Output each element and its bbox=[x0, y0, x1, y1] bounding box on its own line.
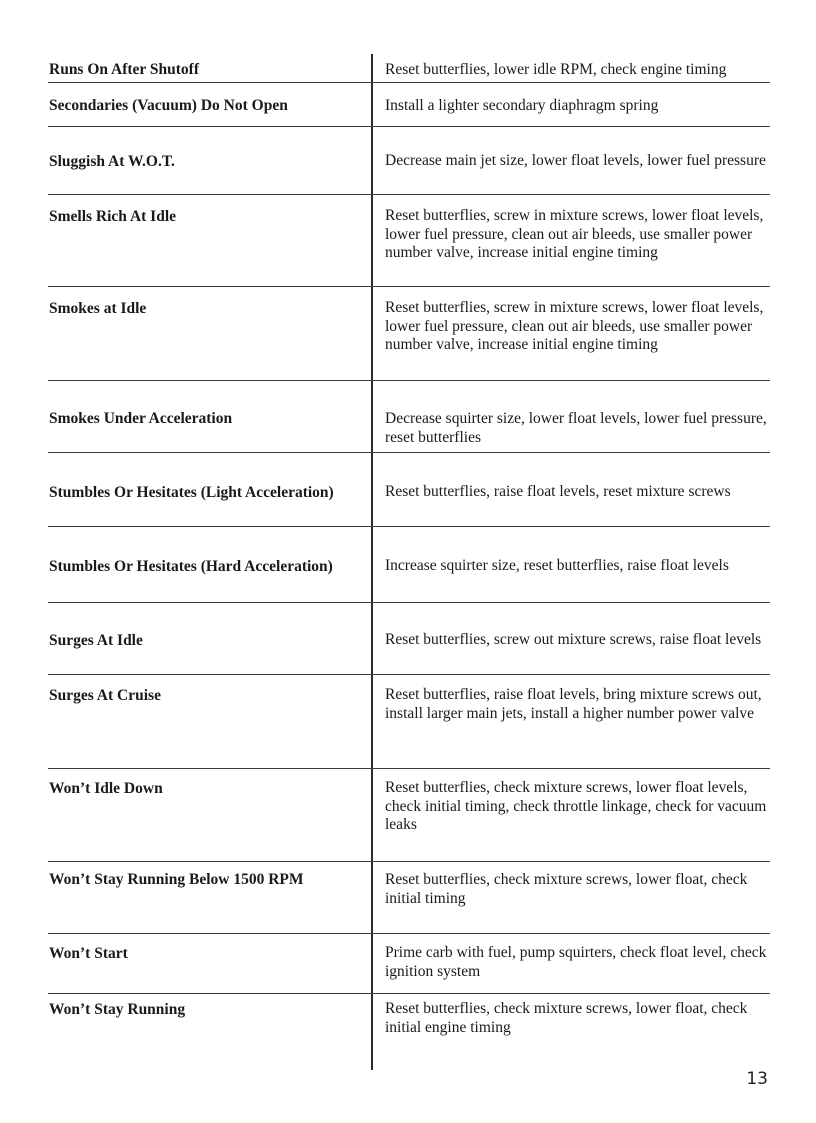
table-row bbox=[48, 674, 770, 769]
symptom-label: Sluggish At W.O.T. bbox=[49, 153, 175, 170]
symptom-label: Surges At Cruise bbox=[49, 687, 161, 704]
symptom-label: Smokes Under Acceleration bbox=[49, 410, 233, 427]
page-number: 13 bbox=[746, 1069, 768, 1089]
table-row bbox=[48, 194, 770, 287]
remedy-text: Prime carb with fuel, pump squirters, check float level, check ignition system bbox=[385, 944, 767, 980]
table-row bbox=[48, 286, 770, 381]
remedy-text: Reset butterflies, check mixture screws, lower float, check initial timing bbox=[385, 871, 748, 907]
symptom-label: Won’t Stay Running bbox=[49, 1001, 186, 1018]
remedy-text: Reset butterflies, screw out mixture screws, raise float levels bbox=[385, 631, 762, 648]
table-row bbox=[48, 993, 770, 1070]
table-row bbox=[48, 380, 770, 453]
remedy-text: Increase squirter size, reset butterflies, raise float levels bbox=[385, 557, 729, 574]
remedy-text: Decrease squirter size, lower float levels, lower fuel pressure, reset butterflies bbox=[385, 410, 767, 446]
remedy-text: Reset butterflies, lower idle RPM, check engine timing bbox=[385, 61, 727, 78]
remedy-text: Install a lighter secondary diaphragm spring bbox=[385, 97, 659, 114]
table-row bbox=[48, 82, 770, 127]
symptom-label: Stumbles Or Hesitates (Hard Acceleration) bbox=[49, 558, 333, 575]
table-row bbox=[48, 768, 770, 862]
remedy-text: Reset butterflies, screw in mixture screws, lower float levels, lower fuel pressure, clean out air bleeds, use smaller power number valve, increase initial engine timing bbox=[385, 207, 764, 261]
symptom-label: Won’t Start bbox=[49, 945, 128, 962]
table-row bbox=[48, 54, 770, 83]
symptom-label: Stumbles Or Hesitates (Light Acceleration) bbox=[49, 484, 334, 501]
remedy-text: Reset butterflies, check mixture screws, lower float, check initial engine timing bbox=[385, 1000, 748, 1036]
table-row bbox=[48, 602, 770, 675]
table-row bbox=[48, 861, 770, 934]
symptom-label: Smells Rich At Idle bbox=[49, 208, 177, 225]
table-row bbox=[48, 452, 770, 527]
remedy-text: Reset butterflies, raise float levels, reset mixture screws bbox=[385, 483, 731, 500]
symptom-label: Smokes at Idle bbox=[49, 300, 147, 317]
remedy-text: Reset butterflies, screw in mixture screws, lower float levels, lower fuel pressure, clean out air bleeds, use smaller power number valve, increase initial engine timing bbox=[385, 299, 764, 353]
remedy-text: Reset butterflies, check mixture screws, lower float levels, check initial timing, check throttle linkage, check for vacuum leaks bbox=[385, 779, 767, 833]
remedy-text: Reset butterflies, raise float levels, bring mixture screws out, install larger main jets, install a higher number power valve bbox=[385, 686, 762, 722]
symptom-label: Won’t Idle Down bbox=[49, 780, 163, 797]
symptom-label: Secondaries (Vacuum) Do Not Open bbox=[49, 97, 288, 114]
remedy-text: Decrease main jet size, lower float levels, lower fuel pressure bbox=[385, 152, 766, 169]
symptom-label: Runs On After Shutoff bbox=[49, 61, 200, 78]
table-row bbox=[48, 526, 770, 603]
symptom-label: Won’t Stay Running Below 1500 RPM bbox=[49, 871, 304, 888]
table-row bbox=[48, 126, 770, 195]
table-row bbox=[48, 933, 770, 994]
symptom-label: Surges At Idle bbox=[49, 632, 143, 649]
